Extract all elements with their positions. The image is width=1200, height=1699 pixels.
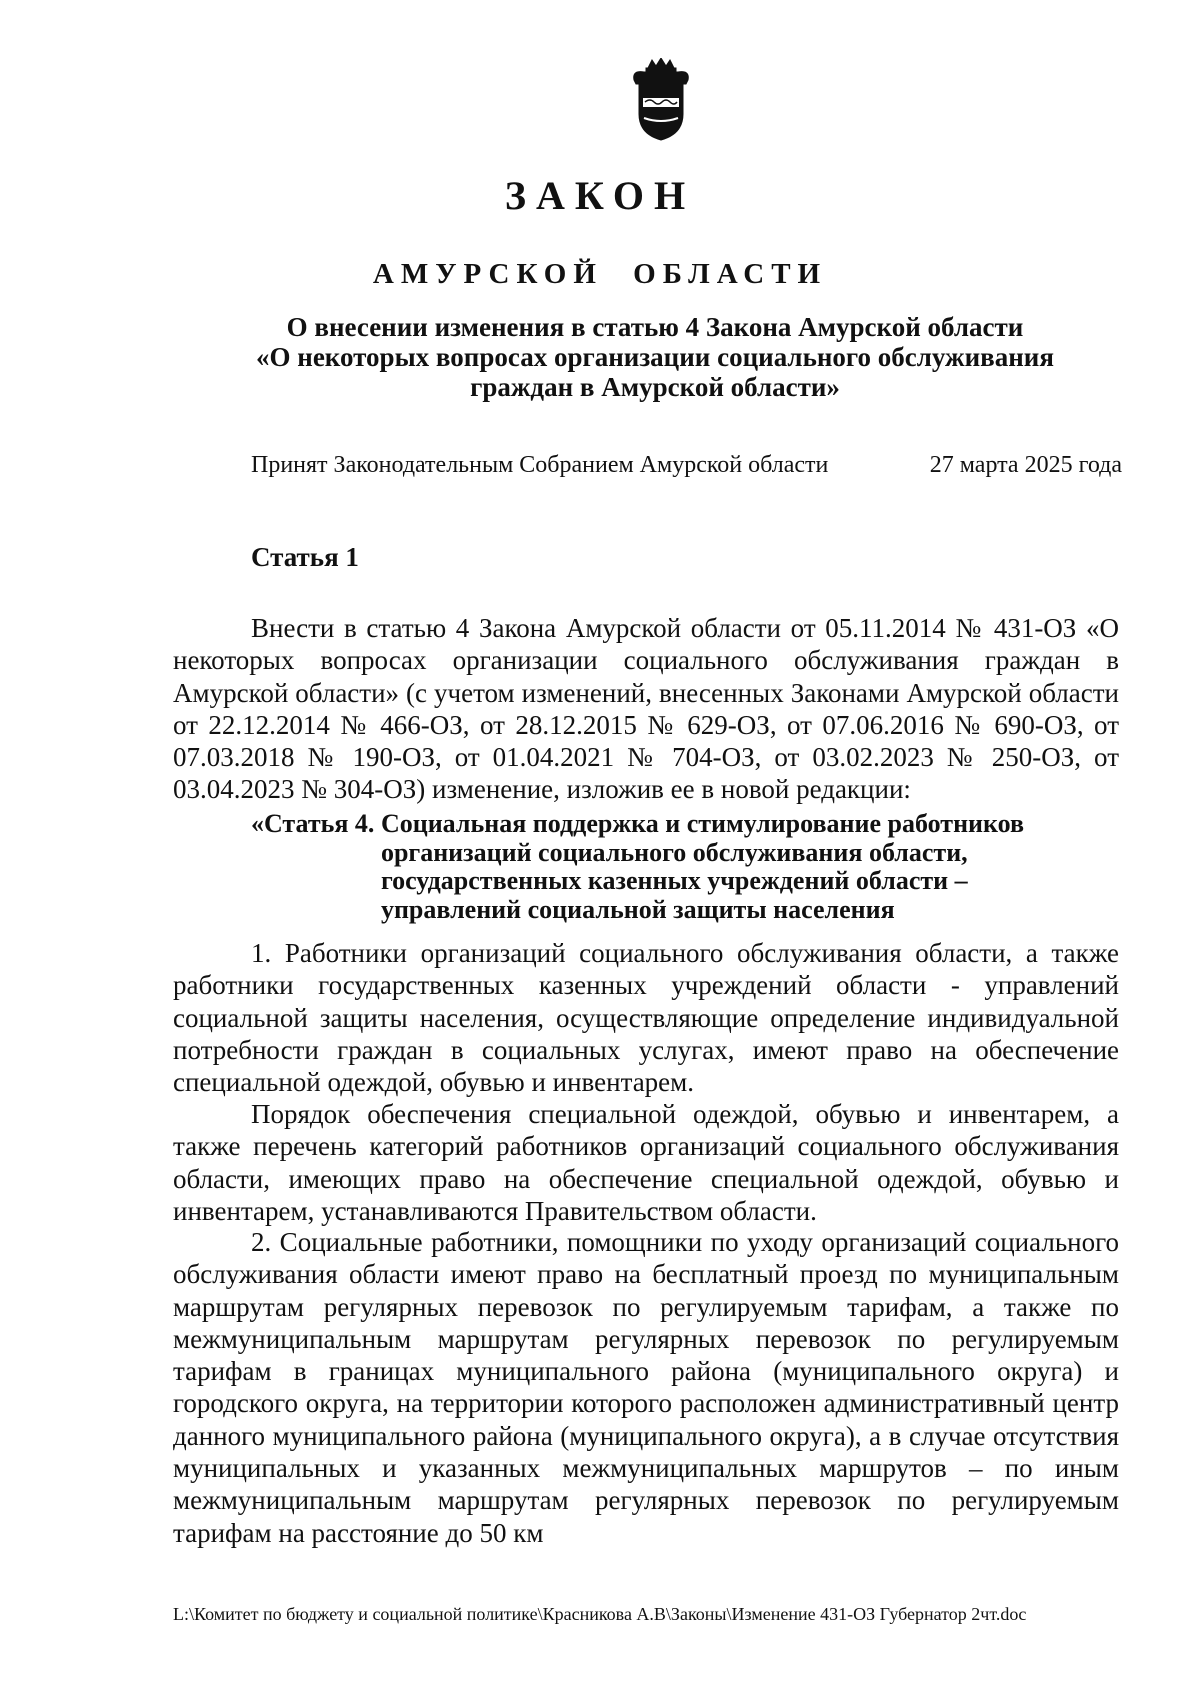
article-4-title-line: управлений социальной защиты населения [380,894,895,924]
article-intro-paragraph: Внести в статью 4 Закона Амурской области от 05.11.2014 № 431-ОЗ «О некоторых вопросах организации социального обслуживания граждан в Амурской области» (с учетом изменений, внесенных Законами Амурской области от 22.12.2014 № 466-ОЗ, от 28.12.2015 № 629-ОЗ, от 07.06.2016 № 690-ОЗ, от 07.03.2018 № 190-ОЗ, от 01.04.2021 № 704-ОЗ, от 03.02.2023 № 250-ОЗ, от 03.04.2023 № 304-ОЗ) изменение, изложив ее в новой редакции: [173,613,1119,805]
article-4-title-line: организаций социального обслуживания области, [380,837,968,867]
law-subject [225,312,1085,402]
law-subject-line: граждан в Амурской области» [470,372,840,402]
body-paragraph: 1. Работники организаций социального обслуживания области, а также работники государственных казенных учреждений области - управлений социальной защиты населения, осуществляющие определение индивидуальной потребности граждан в социальных услугах, имеют право на обеспечение специальной одеждой, обувью и инвентарем. [173,938,1119,1098]
article-4-number: «Статья 4. [251,809,381,838]
article-4-heading [251,810,1111,924]
region-name: АМУРСКОЙ ОБЛАСТИ [372,258,828,290]
article-4-title-line: государственных казенных учреждений области – [380,866,968,895]
body-paragraph: 2. Социальные работники, помощники по уходу организаций социального обслуживания области имеют право на бесплатный проезд по муниципальным маршрутам регулярных перевозок по регулируемым тарифам, а также по межмуниципальным маршрутам регулярных перевозок по регулируемым тарифам в границах муниципального района (муниципального округа) и городского округа, на территории которого расположен административный центр данного муниципального района (муниципального округа), а в случае отсутствия муниципальных и указанных межмуниципальных маршрутов – по иным межмуниципальным маршрутам регулярных перевозок по регулируемым тарифам на расстояние до 50 км [173,1227,1119,1548]
file-path-footer: L:\Комитет по бюджету и социальной политике\Красникова А.В\Законы\Изменение 431-ОЗ Губернатор 2чт.doc [173,1604,1027,1624]
adoption-date: 27 марта 2025 года [929,452,1122,478]
law-subject-line: О внесении изменения в статью 4 Закона Амурской области [286,312,1024,342]
law-subject-line: «О некоторых вопросах организации социального обслуживания [256,342,1054,372]
coat-of-arms-icon [630,58,692,142]
article-heading: Статья 1 [251,542,359,572]
document-title: ЗАКОН [504,173,696,218]
body-paragraph: Порядок обеспечения специальной одеждой, обувью и инвентарем, а также перечень категорий работников организаций социального обслуживания области, имеющих право на обеспечение специальной одеждой, обувью и инвентарем, устанавливаются Правительством области. [173,1099,1119,1226]
adopting-body: Принят Законодательным Собранием Амурской области [251,452,829,478]
article-4-title-line: Социальная поддержка и стимулирование работников [380,809,1025,838]
